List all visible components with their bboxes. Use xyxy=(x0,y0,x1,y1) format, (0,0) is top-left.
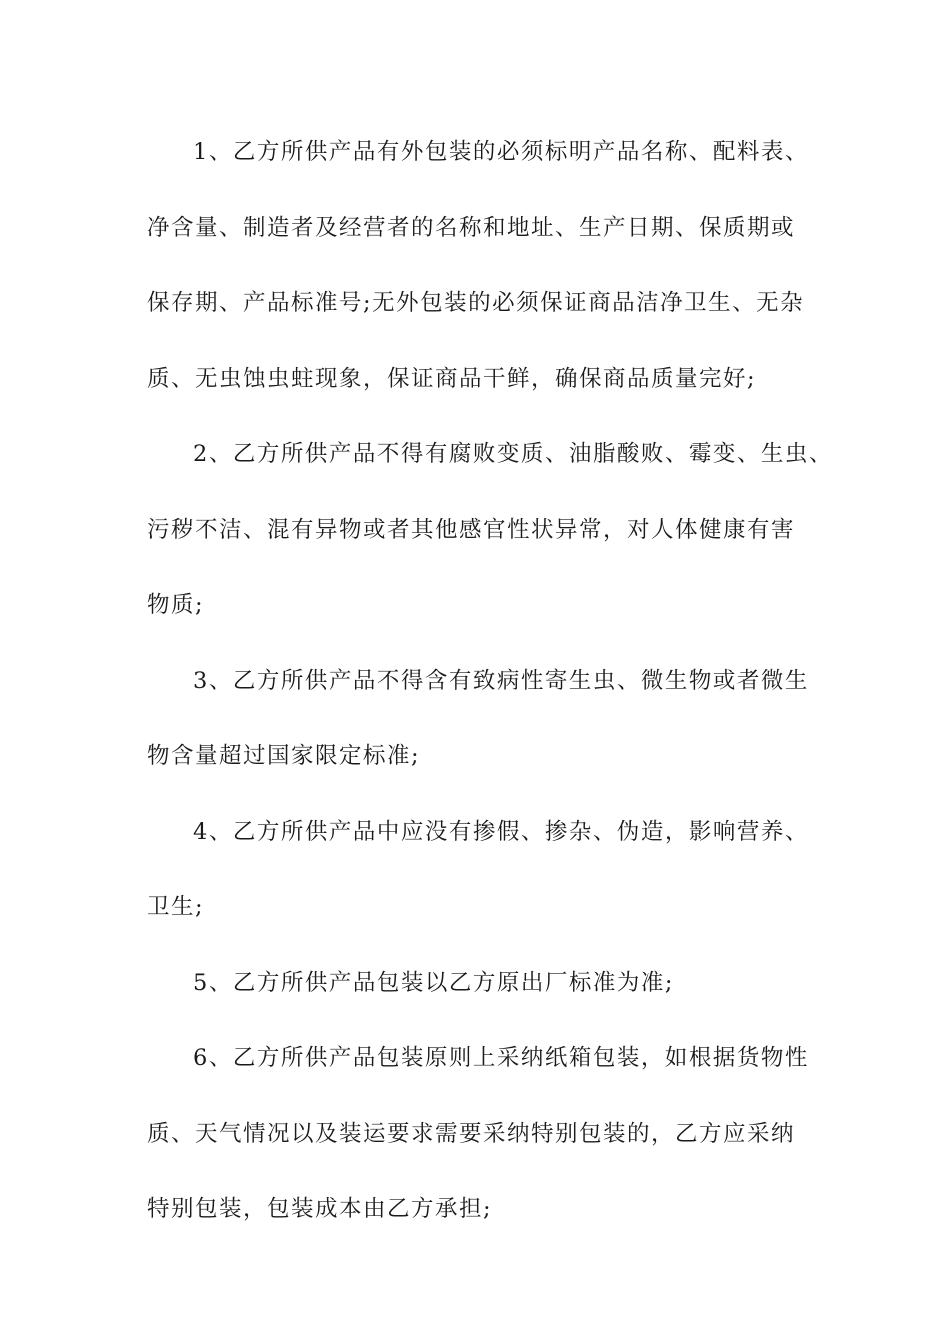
paragraph-3-line-2: 物含量超过国家限定标准; xyxy=(147,743,421,769)
paragraph-5-line-1: 5、乙方所供产品包装以乙方原出厂标准为准; xyxy=(193,969,674,996)
document-body xyxy=(147,115,833,1248)
paragraph-4-line-1: 4、乙方所供产品中应没有掺假、掺杂、伪造，影响营养、 xyxy=(193,818,809,845)
paragraph-6-line-3: 特别包装，包装成本由乙方承担; xyxy=(147,1196,493,1222)
paragraph-2-line-2: 污秽不洁、混有异物或者其他感官性状异常，对人体健康有害 xyxy=(147,516,796,543)
paragraph-1-line-4: 质、无虫蚀虫蛀现象，保证商品干鲜，确保商品质量完好; xyxy=(147,365,757,392)
paragraph-6-line-2: 质、天气情况以及装运要求需要采纳特别包装的，乙方应采纳 xyxy=(147,1120,796,1147)
paragraph-1-line-3: 保存期、产品标准号;无外包装的必须保证商品洁净卫生、无杂 xyxy=(147,290,805,316)
paragraph-1-line-1: 1、乙方所供产品有外包装的必须标明产品名称、配料表、 xyxy=(193,139,809,165)
paragraph-1-line-2: 净含量、制造者及经营者的名称和地址、生产日期、保质期或 xyxy=(147,214,796,241)
paragraph-2-line-1: 2、乙方所供产品不得有腐败变质、油脂酸败、霉变、生虫、 xyxy=(193,441,833,467)
paragraph-2-line-3: 物质; xyxy=(147,592,205,618)
paragraph-3-line-1: 3、乙方所供产品不得含有致病性寄生虫、微生物或者微生 xyxy=(193,667,809,694)
paragraph-6-line-1: 6、乙方所供产品包装原则上采纳纸箱包装，如根据货物性 xyxy=(193,1045,809,1071)
paragraph-4-line-2: 卫生; xyxy=(147,894,205,920)
